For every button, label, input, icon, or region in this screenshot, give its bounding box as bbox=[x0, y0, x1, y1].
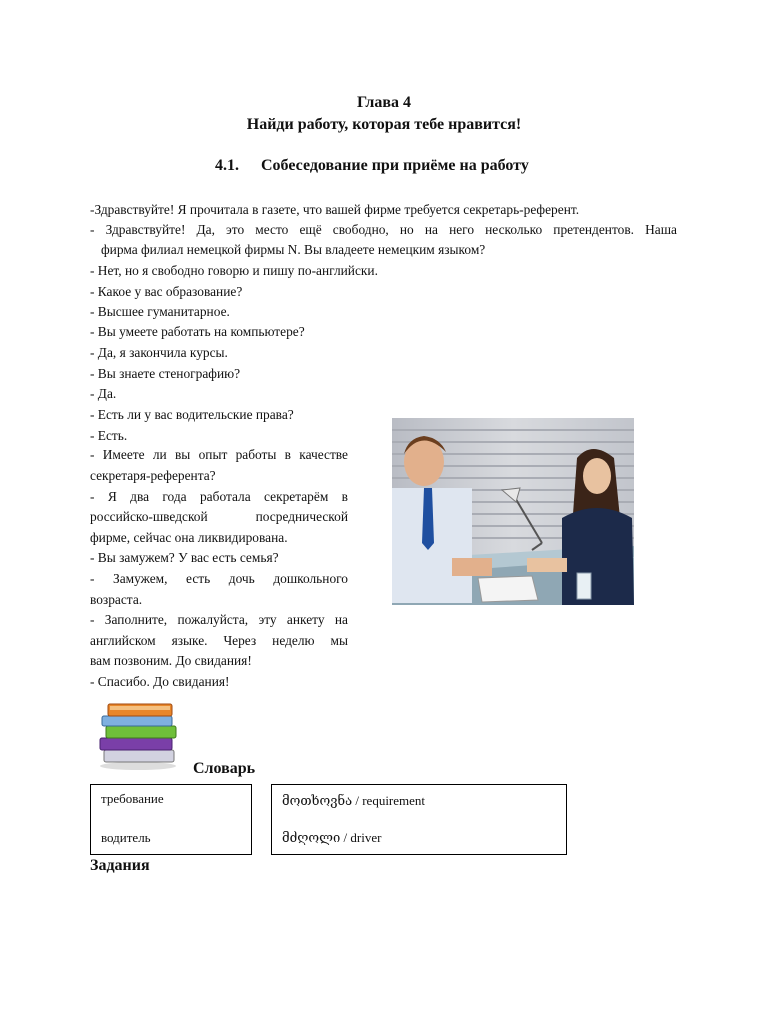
dialogue-line: - Есть ли у вас водительские права? bbox=[90, 407, 294, 422]
dialogue-line: - Да. bbox=[90, 386, 117, 401]
dialogue-line: фирма филиал немецкой фирмы N. Вы владеете немецким языком? bbox=[101, 242, 486, 257]
dialogue-line: - Нет, но я свободно говорю и пишу по-английски. bbox=[90, 263, 378, 278]
vocab-translation: მოთხოვნა / requirement bbox=[282, 793, 426, 808]
dialogue-line: вам позвоним. До свидания! bbox=[90, 653, 252, 668]
section-number: 4.1. bbox=[215, 157, 239, 174]
dialogue-line: - Спасибо. До свидания! bbox=[90, 674, 230, 689]
dialogue-line: - Да, я закончила курсы. bbox=[90, 345, 228, 360]
dialogue-line: секретаря-референта? bbox=[90, 468, 216, 483]
dialogue-line: - Какое у вас образование? bbox=[90, 284, 243, 299]
books-icon bbox=[98, 698, 184, 770]
chapter-label: Глава 4 bbox=[357, 94, 411, 111]
vocab-term: водитель bbox=[101, 830, 151, 845]
dialogue-line: - Вы замужем? У вас есть семья? bbox=[90, 550, 279, 565]
dialogue-line: российско-шведской посреднической bbox=[90, 509, 348, 524]
vocab-translation: მძღოლი / driver bbox=[282, 830, 382, 845]
vocab-title: Словарь bbox=[193, 760, 256, 777]
vocab-box-russian bbox=[90, 784, 252, 855]
vocab-term: требование bbox=[101, 791, 164, 806]
dialogue-line: - Высшее гуманитарное. bbox=[90, 304, 230, 319]
interview-photo bbox=[392, 418, 634, 605]
section-title: Собеседование при приёме на работу bbox=[261, 157, 529, 174]
dialogue-line: - Вы умеете работать на компьютере? bbox=[90, 324, 305, 339]
dialogue-line: - Есть. bbox=[90, 428, 128, 443]
dialogue-line: английском языке. Через неделю мы bbox=[90, 633, 348, 648]
dialogue-line: возраста. bbox=[90, 592, 143, 607]
dialogue-line: - Здравствуйте! Да, это место ещё свободно, но на него несколько претендентов. Наша bbox=[90, 222, 677, 237]
dialogue-line: - Замужем, есть дочь дошкольного bbox=[90, 571, 348, 586]
dialogue-line: - Вы знаете стенографию? bbox=[90, 366, 241, 381]
chapter-title: Найди работу, которая тебе нравится! bbox=[246, 116, 522, 133]
dialogue-line: - Заполните, пожалуйста, эту анкету на bbox=[90, 612, 348, 627]
vocab-box-translation bbox=[271, 784, 567, 855]
dialogue-line: - Я два года работала секретарём в bbox=[90, 489, 348, 504]
tasks-title: Задания bbox=[90, 857, 150, 874]
dialogue-line: -Здравствуйте! Я прочитала в газете, что вашей фирме требуется секретарь-референт. bbox=[90, 202, 580, 217]
dialogue-line: фирме, сейчас она ликвидирована. bbox=[90, 530, 288, 545]
dialogue-line: - Имеете ли вы опыт работы в качестве bbox=[90, 447, 348, 462]
